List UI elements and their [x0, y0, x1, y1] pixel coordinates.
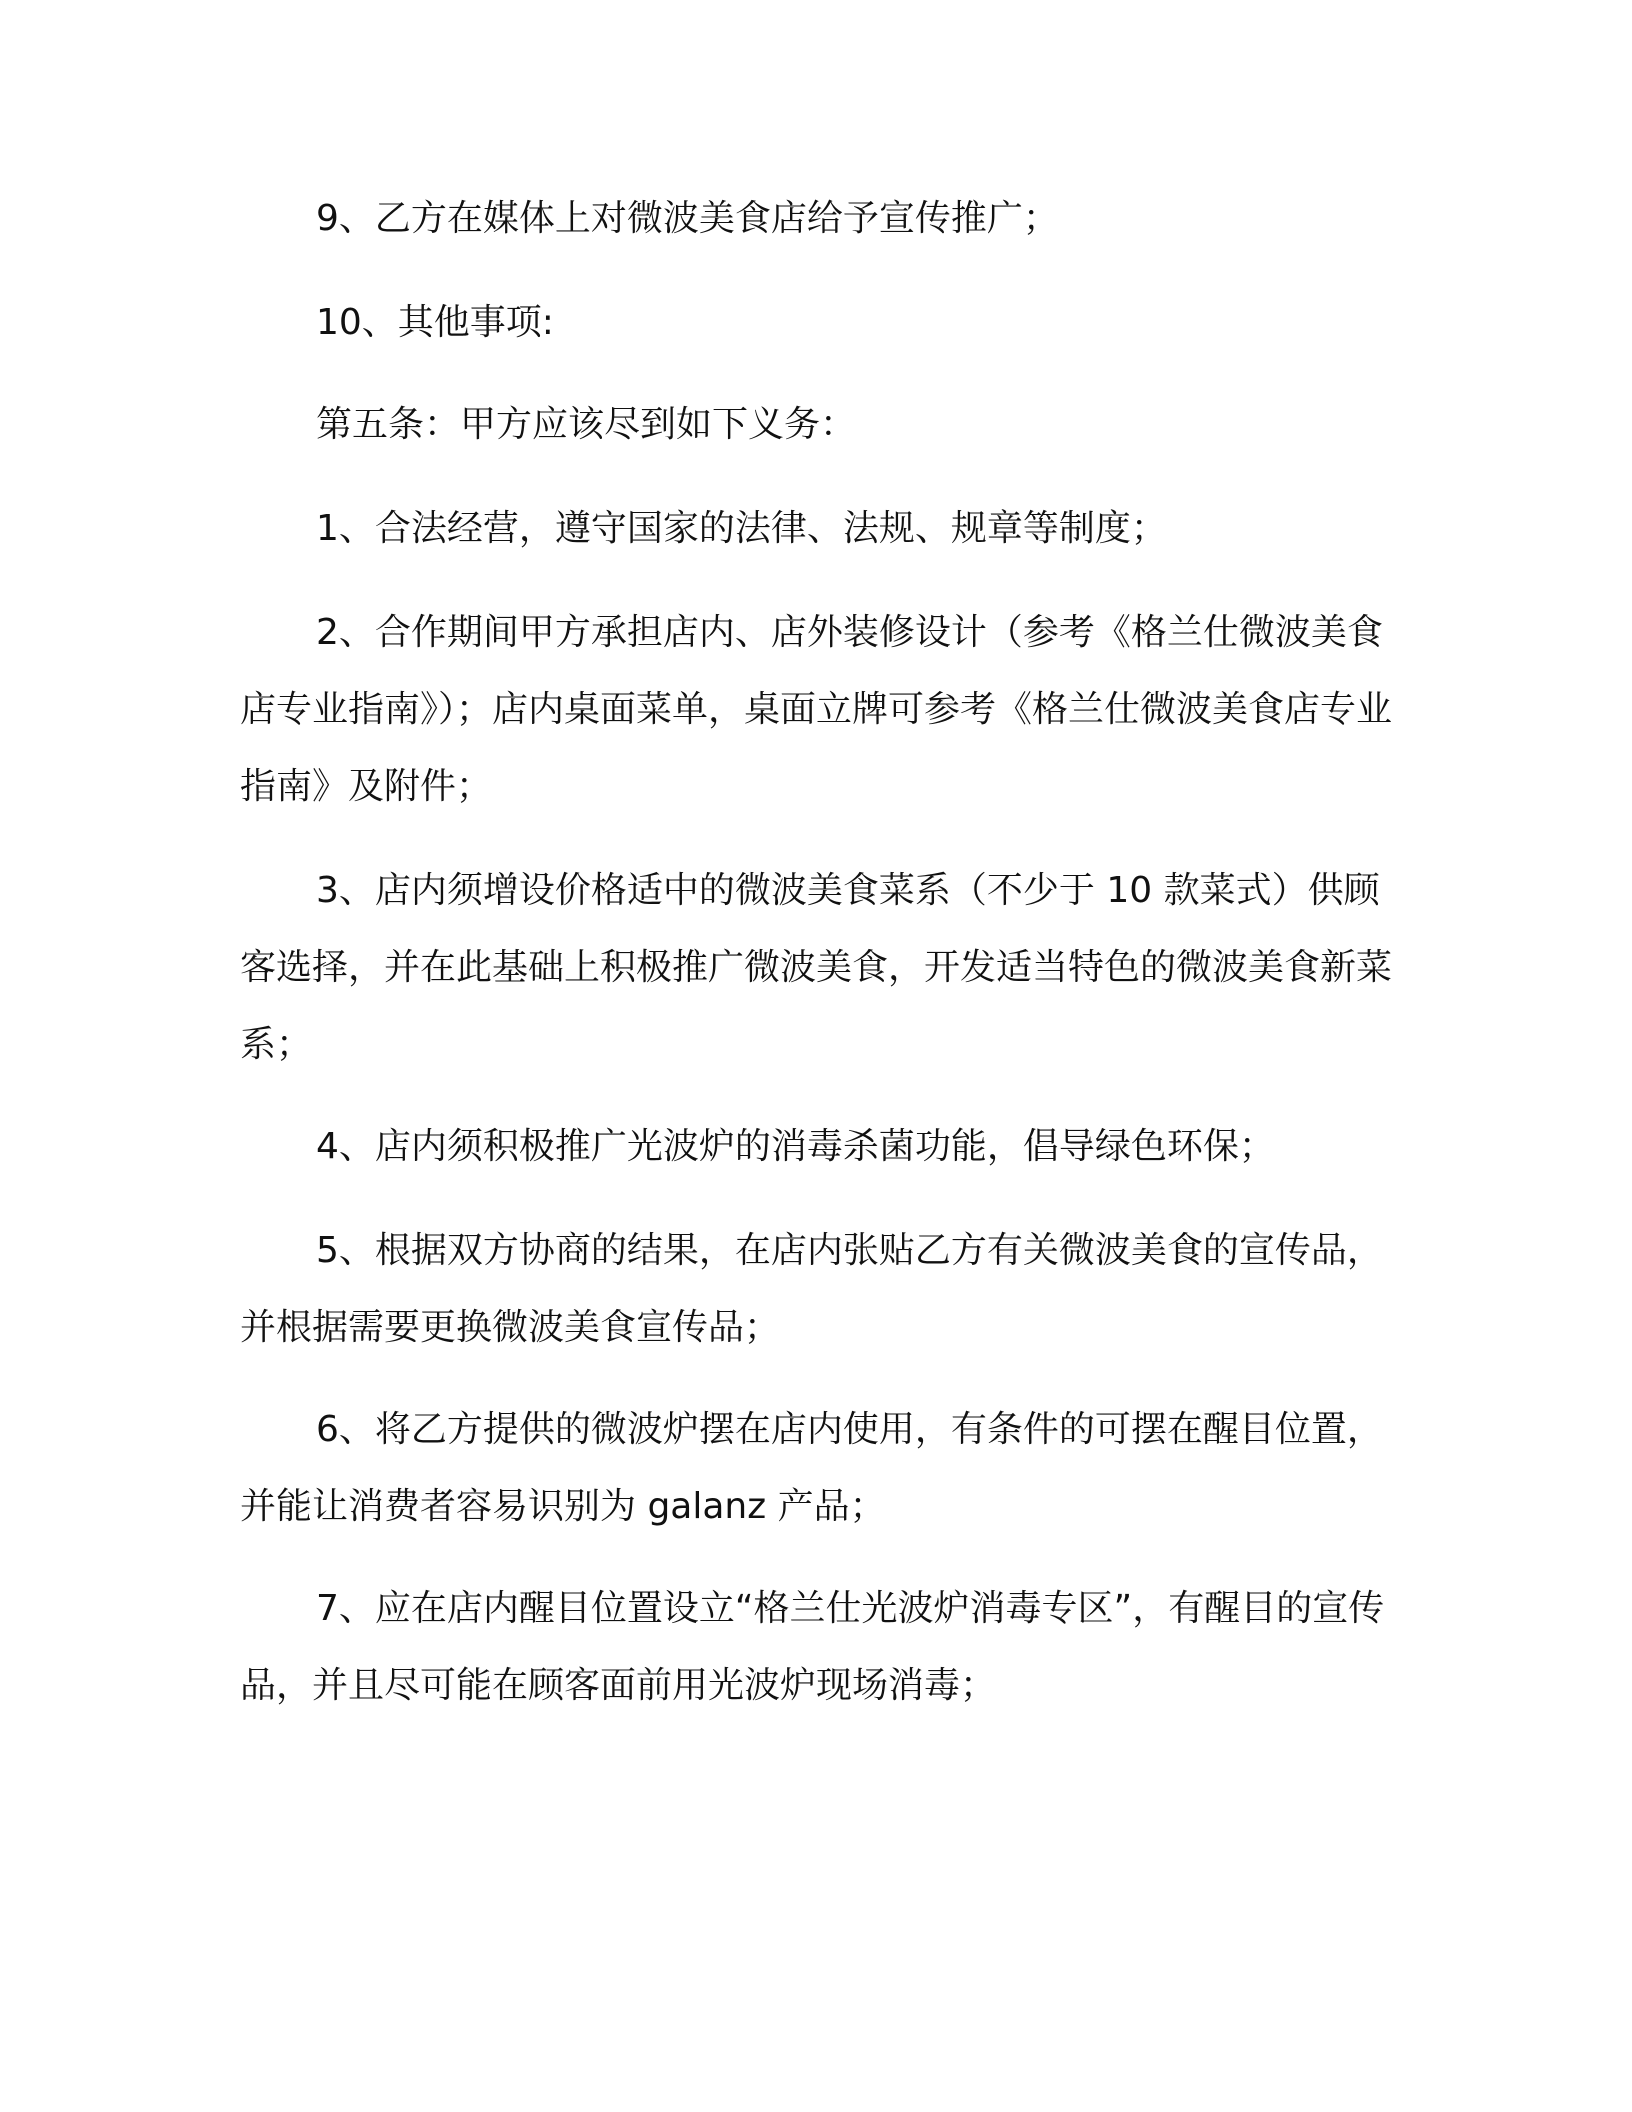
obligation-item-2: 2、合作期间甲方承担店内、店外装修设计（参考《格兰仕微波美食店专业指南》）；店内桌面菜单，桌面立牌可参考《格兰仕微波美食店专业指南》及附件； [240, 612, 1393, 807]
obligation-item-7: 7、应在店内醒目位置设立“格兰仕光波炉消毒专区”，有醒目的宣传品，并且尽可能在顾客面前用光波炉现场消毒； [240, 1588, 1385, 1706]
obligation-item-1: 1、合法经营，遵守国家的法律、法规、规章等制度； [316, 508, 1167, 549]
paragraph-item-9: 9、乙方在媒体上对微波美食店给予宣传推广； [316, 198, 1059, 239]
obligation-item-5: 5、根据双方协商的结果，在店内张贴乙方有关微波美食的宣传品，并根据需要更换微波美食宣传品； [240, 1230, 1383, 1348]
obligation-item-3: 3、店内须增设价格适中的微波美食菜系（不少于 10 款菜式）供顾客选择，并在此基础上积极推广微波美食，开发适当特色的微波美食新菜系； [240, 870, 1393, 1065]
obligation-item-6: 6、将乙方提供的微波炉摆在店内使用，有条件的可摆在醒目位置，并能让消费者容易识别为 galanz 产品； [240, 1409, 1383, 1527]
obligation-item-4: 4、店内须积极推广光波炉的消毒杀菌功能，倡导绿色环保； [316, 1126, 1275, 1167]
paragraph-item-10: 10、其他事项: [316, 302, 554, 343]
article-5-heading: 第五条：甲方应该尽到如下义务： [316, 404, 857, 445]
